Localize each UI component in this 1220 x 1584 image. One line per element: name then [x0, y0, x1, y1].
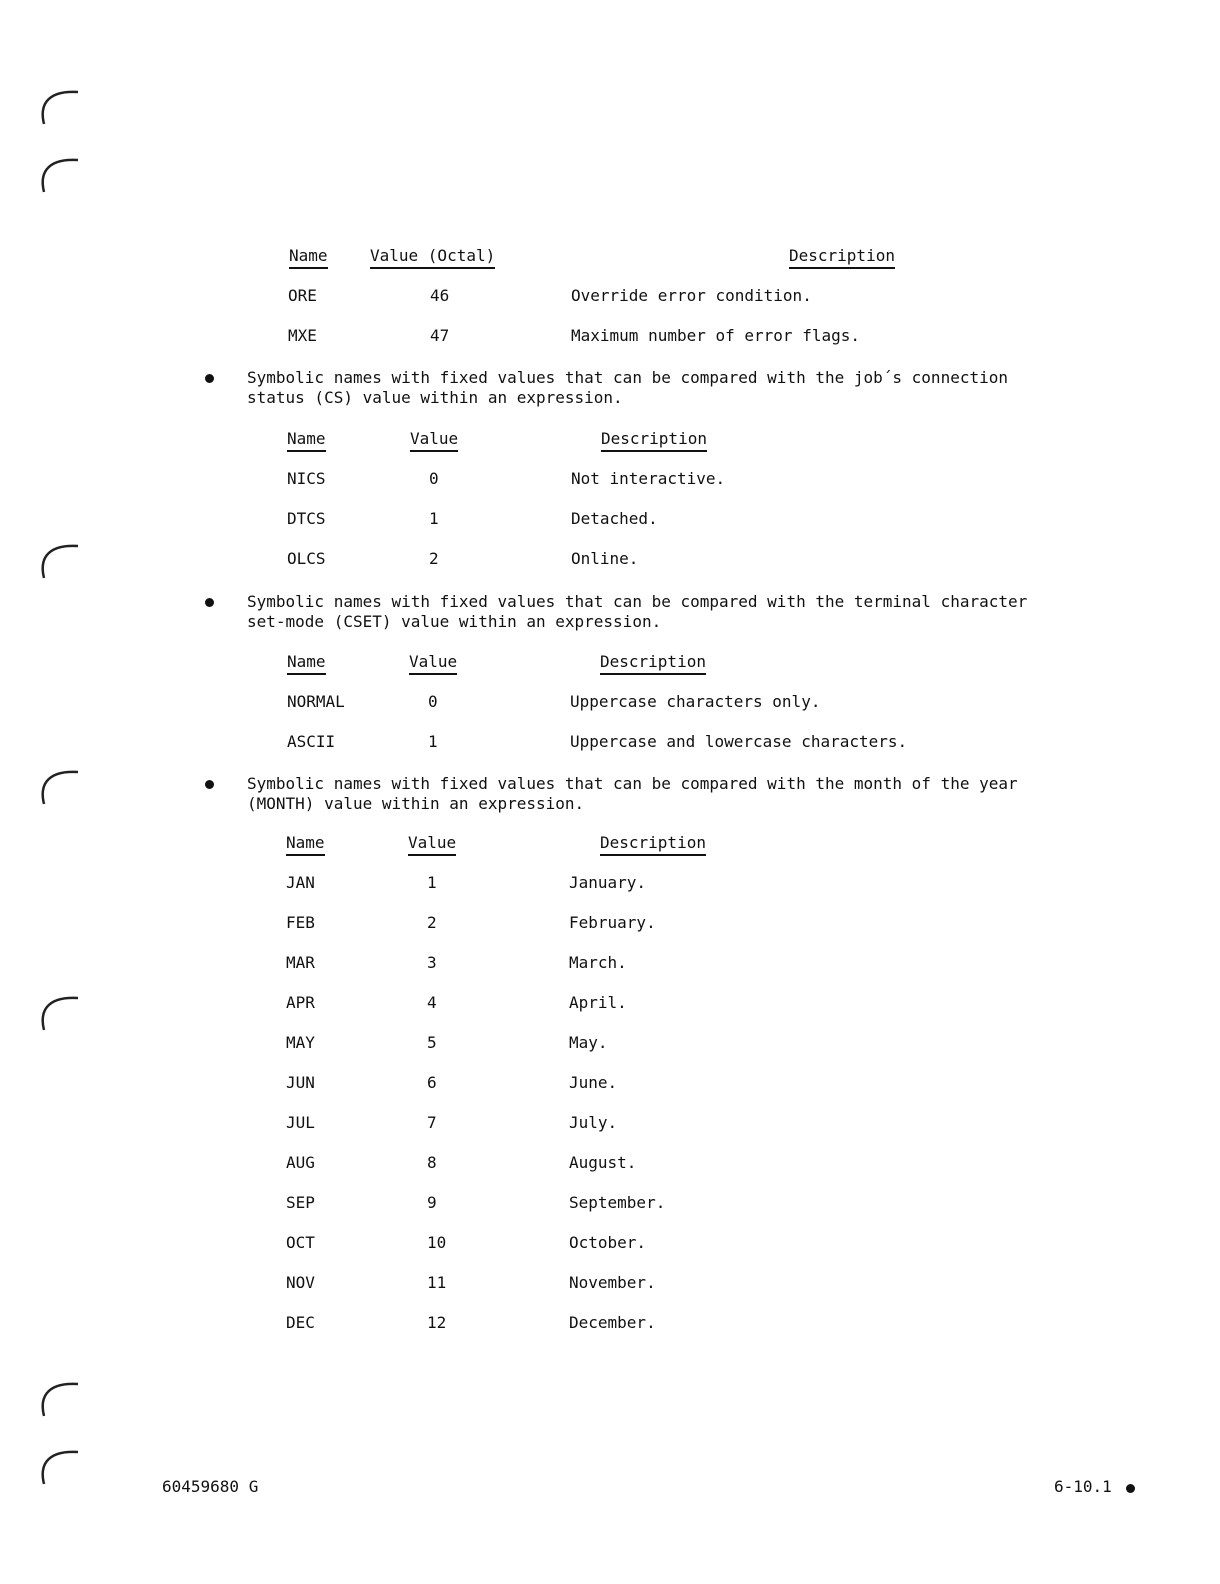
cell-name: MAY — [286, 1033, 315, 1052]
table-header — [0, 652, 1220, 692]
cell-description: December. — [569, 1313, 656, 1332]
table-row — [0, 732, 1220, 772]
cell-description: August. — [569, 1153, 637, 1172]
cell-description: Detached. — [571, 509, 658, 528]
cell-name: OCT — [286, 1233, 315, 1252]
document-number: 60459680 G — [162, 1477, 259, 1496]
table-row — [0, 326, 1220, 366]
table-header — [0, 429, 1220, 469]
bullet-text: Symbolic names with fixed values that can be compared with the month of the year (MONTH) value within an expression. — [247, 774, 1018, 813]
table-row — [0, 549, 1220, 589]
table-row — [0, 873, 1220, 913]
cell-description: March. — [569, 953, 627, 972]
bullet-icon — [205, 780, 214, 789]
column-header-description: Description — [600, 833, 706, 856]
cell-description: April. — [569, 993, 627, 1012]
table-row — [0, 1153, 1220, 1193]
cell-value: 3 — [427, 953, 437, 972]
column-header-name: Name — [287, 429, 326, 452]
cell-name: NICS — [287, 469, 326, 488]
table-row — [0, 286, 1220, 326]
table-header — [0, 246, 1220, 286]
bullet-text: Symbolic names with fixed values that can be compared with the terminal character set-mode (CSET) value within an expression. — [247, 592, 1028, 631]
punch-hole-icon — [38, 80, 84, 126]
cell-name: FEB — [286, 913, 315, 932]
cell-name: ASCII — [287, 732, 336, 751]
cell-value: 1 — [428, 732, 438, 751]
table-row — [0, 1273, 1220, 1313]
page-number: 6-10.1 — [1054, 1477, 1112, 1496]
table-row — [0, 469, 1220, 509]
cell-description: Not interactive. — [571, 469, 726, 488]
cell-value: 2 — [429, 549, 439, 568]
table-row — [0, 1313, 1220, 1353]
table-header — [0, 833, 1220, 873]
table-row — [0, 1113, 1220, 1153]
cell-name: DEC — [286, 1313, 315, 1332]
column-header-value: Value (Octal) — [370, 246, 495, 269]
cell-description: June. — [569, 1073, 618, 1092]
connection-status-table — [0, 429, 1220, 589]
column-header-description: Description — [601, 429, 707, 452]
cell-description: May. — [569, 1033, 608, 1052]
cell-value: 4 — [427, 993, 437, 1012]
cell-value: 9 — [427, 1193, 437, 1212]
cell-description: Maximum number of error flags. — [571, 326, 860, 345]
cell-value: 11 — [427, 1273, 447, 1292]
bullet-icon — [205, 598, 214, 607]
cell-description: Uppercase characters only. — [570, 692, 821, 711]
table-row — [0, 913, 1220, 953]
punch-hole-icon — [38, 1372, 84, 1418]
error-flags-table — [0, 246, 1220, 366]
table-row — [0, 509, 1220, 549]
cell-value: 12 — [427, 1313, 447, 1332]
cell-description: February. — [569, 913, 656, 932]
cell-description: Online. — [571, 549, 639, 568]
cell-description: January. — [569, 873, 647, 892]
column-header-value: Value — [408, 833, 456, 856]
cell-description: Override error condition. — [571, 286, 812, 305]
table-row — [0, 953, 1220, 993]
cell-description: November. — [569, 1273, 656, 1292]
cell-name: SEP — [286, 1193, 315, 1212]
cell-name: ORE — [288, 286, 317, 305]
cell-value: 46 — [430, 286, 450, 305]
cell-name: NORMAL — [287, 692, 345, 711]
cell-value: 2 — [427, 913, 437, 932]
cell-value: 7 — [427, 1113, 437, 1132]
cell-name: OLCS — [287, 549, 326, 568]
cell-name: JUL — [286, 1113, 315, 1132]
table-row — [0, 993, 1220, 1033]
month-table — [0, 833, 1220, 1353]
cell-value: 6 — [427, 1073, 437, 1092]
column-header-description: Description — [789, 246, 895, 269]
cell-value: 47 — [430, 326, 450, 345]
cell-name: APR — [286, 993, 315, 1012]
table-row — [0, 1233, 1220, 1273]
column-header-value: Value — [409, 652, 457, 675]
cell-value: 0 — [428, 692, 438, 711]
column-header-name: Name — [289, 246, 328, 269]
bullet-icon — [1126, 1484, 1135, 1493]
column-header-name: Name — [287, 652, 326, 675]
column-header-name: Name — [286, 833, 325, 856]
cell-value: 8 — [427, 1153, 437, 1172]
table-row — [0, 1193, 1220, 1233]
cell-name: MAR — [286, 953, 315, 972]
column-header-description: Description — [600, 652, 706, 675]
cell-description: Uppercase and lowercase characters. — [570, 732, 908, 751]
cell-name: JUN — [286, 1073, 315, 1092]
bullet-icon — [205, 374, 214, 383]
table-row — [0, 1073, 1220, 1113]
cell-description: July. — [569, 1113, 618, 1132]
cell-name: MXE — [288, 326, 317, 345]
table-row — [0, 692, 1220, 732]
cell-name: AUG — [286, 1153, 315, 1172]
punch-hole-icon — [38, 1440, 84, 1486]
column-header-value: Value — [410, 429, 458, 452]
table-row — [0, 1033, 1220, 1073]
bullet-text: Symbolic names with fixed values that can be compared with the job´s connection status (CS) value within an expression. — [247, 368, 1008, 407]
cell-name: DTCS — [287, 509, 326, 528]
punch-hole-icon — [38, 148, 84, 194]
cell-value: 1 — [427, 873, 437, 892]
cell-value: 5 — [427, 1033, 437, 1052]
cell-value: 0 — [429, 469, 439, 488]
character-set-mode-table — [0, 652, 1220, 772]
cell-value: 10 — [427, 1233, 447, 1252]
cell-name: NOV — [286, 1273, 315, 1292]
cell-description: September. — [569, 1193, 666, 1212]
cell-name: JAN — [286, 873, 315, 892]
cell-value: 1 — [429, 509, 439, 528]
cell-description: October. — [569, 1233, 647, 1252]
